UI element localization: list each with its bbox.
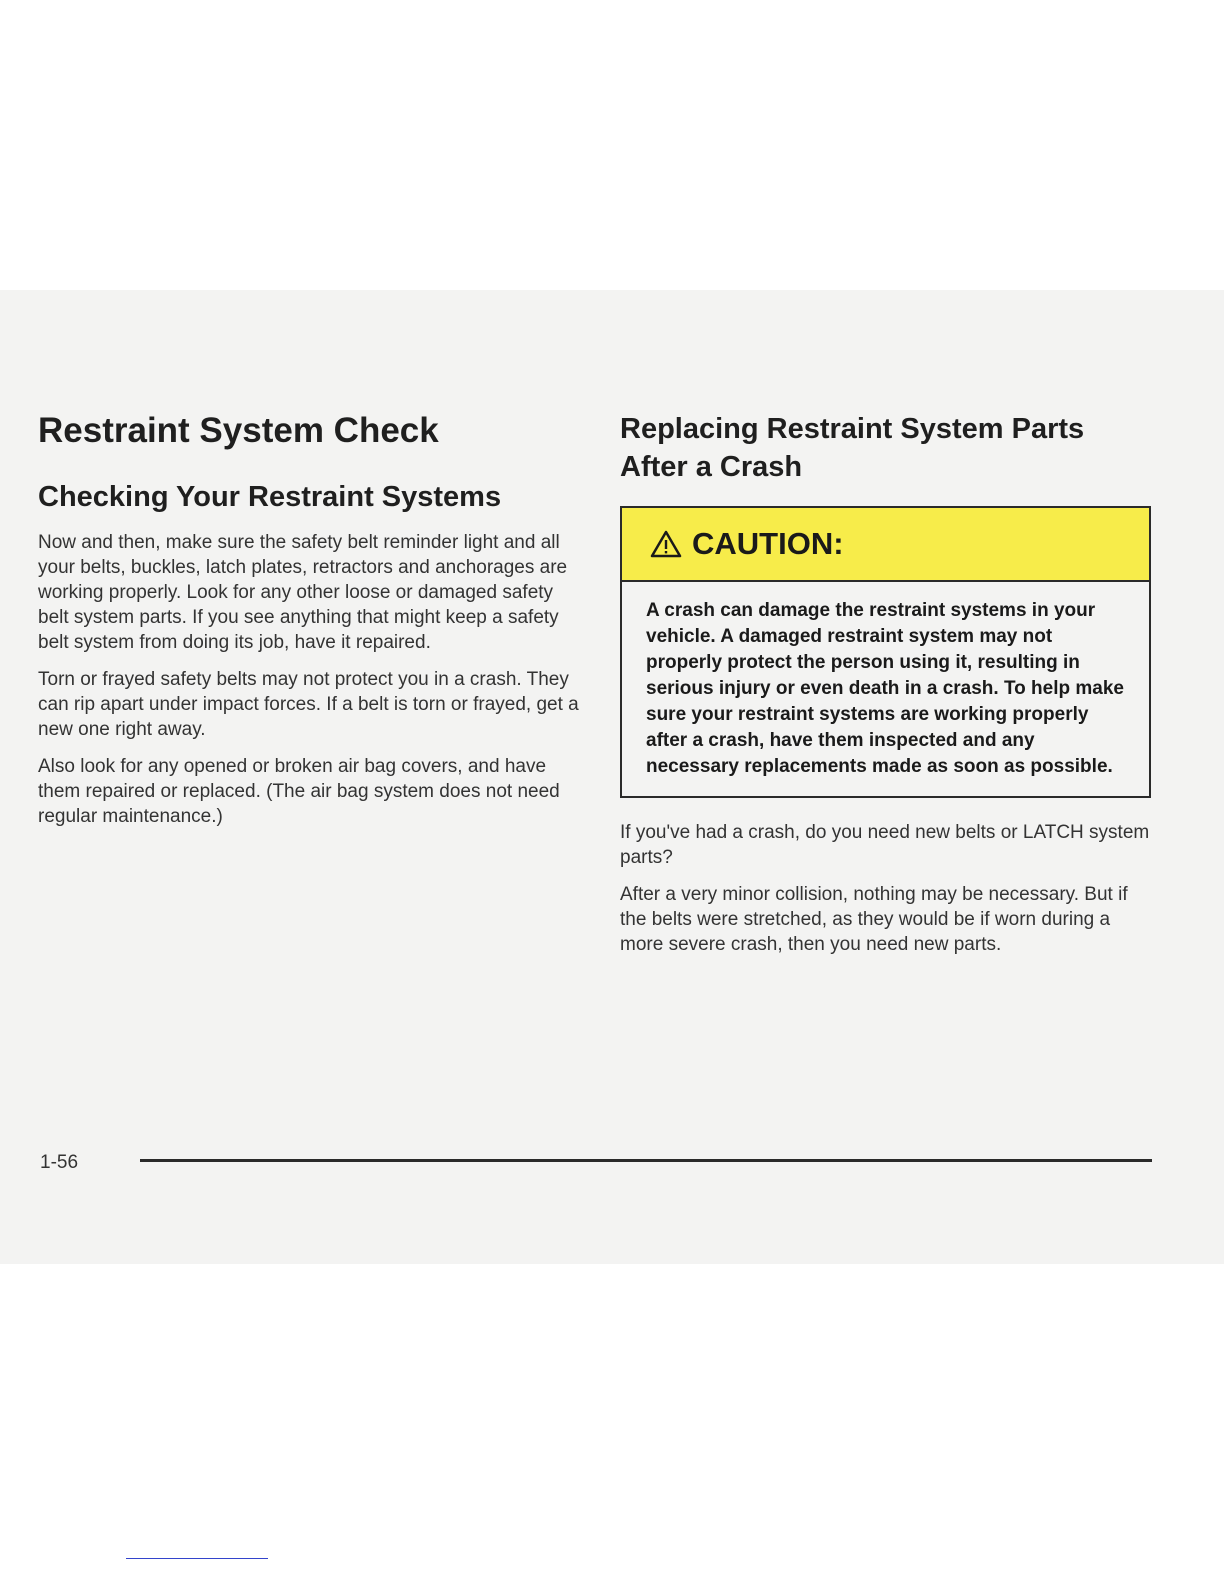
page-number: 1-56 [40, 1152, 79, 1173]
section-title: Restraint System Check [38, 411, 439, 450]
caution-label: CAUTION: [692, 526, 844, 561]
paragraph-check-belts: Now and then, make sure the safety belt reminder light and all your belts, buckles, latch plates, retractors and anchorages are working properly. Look for any other loose or damaged safety belt system parts. If you see anything that might keep a safety belt system from doing its job, have it repaired. [38, 532, 568, 653]
paragraph-crash-question: If you've had a crash, do you need new belts or LATCH system parts? [620, 822, 1150, 868]
caution-text: A crash can damage the restraint systems in your vehicle. A damaged restraint system may not properly protect the person using it, resulting in serious injury or even death in a crash. To help make sure your restraint systems are working properly after a crash, have them inspected and any necessary replacements made as soon as possible. [646, 600, 1124, 777]
caution-header [622, 508, 1149, 582]
subsection-title: Checking Your Restraint Systems [38, 481, 502, 513]
caution-box [620, 506, 1151, 798]
paragraph-air-bag-covers: Also look for any opened or broken air bag covers, and have them repaired or replaced. (The air bag system does not need regular maintenance.) [38, 756, 560, 827]
footer-rule [140, 1159, 1152, 1162]
paragraph-torn-belts: Torn or frayed safety belts may not protect you in a crash. They can rip apart under impact forces. If a belt is torn or frayed, get a new one right away. [38, 669, 579, 740]
replacing-parts-title: Replacing Restraint System Parts After a Crash [620, 413, 1085, 483]
paragraph-minor-collision: After a very minor collision, nothing may be necessary. But if the belts were stretched, as they would be if worn during a more severe crash, then you need new parts. [620, 884, 1128, 955]
right-column [620, 410, 1152, 969]
after-crash-text [620, 820, 1152, 957]
bottom-link-underline [126, 1558, 268, 1559]
warning-triangle-icon [650, 530, 682, 558]
left-column [38, 410, 583, 841]
